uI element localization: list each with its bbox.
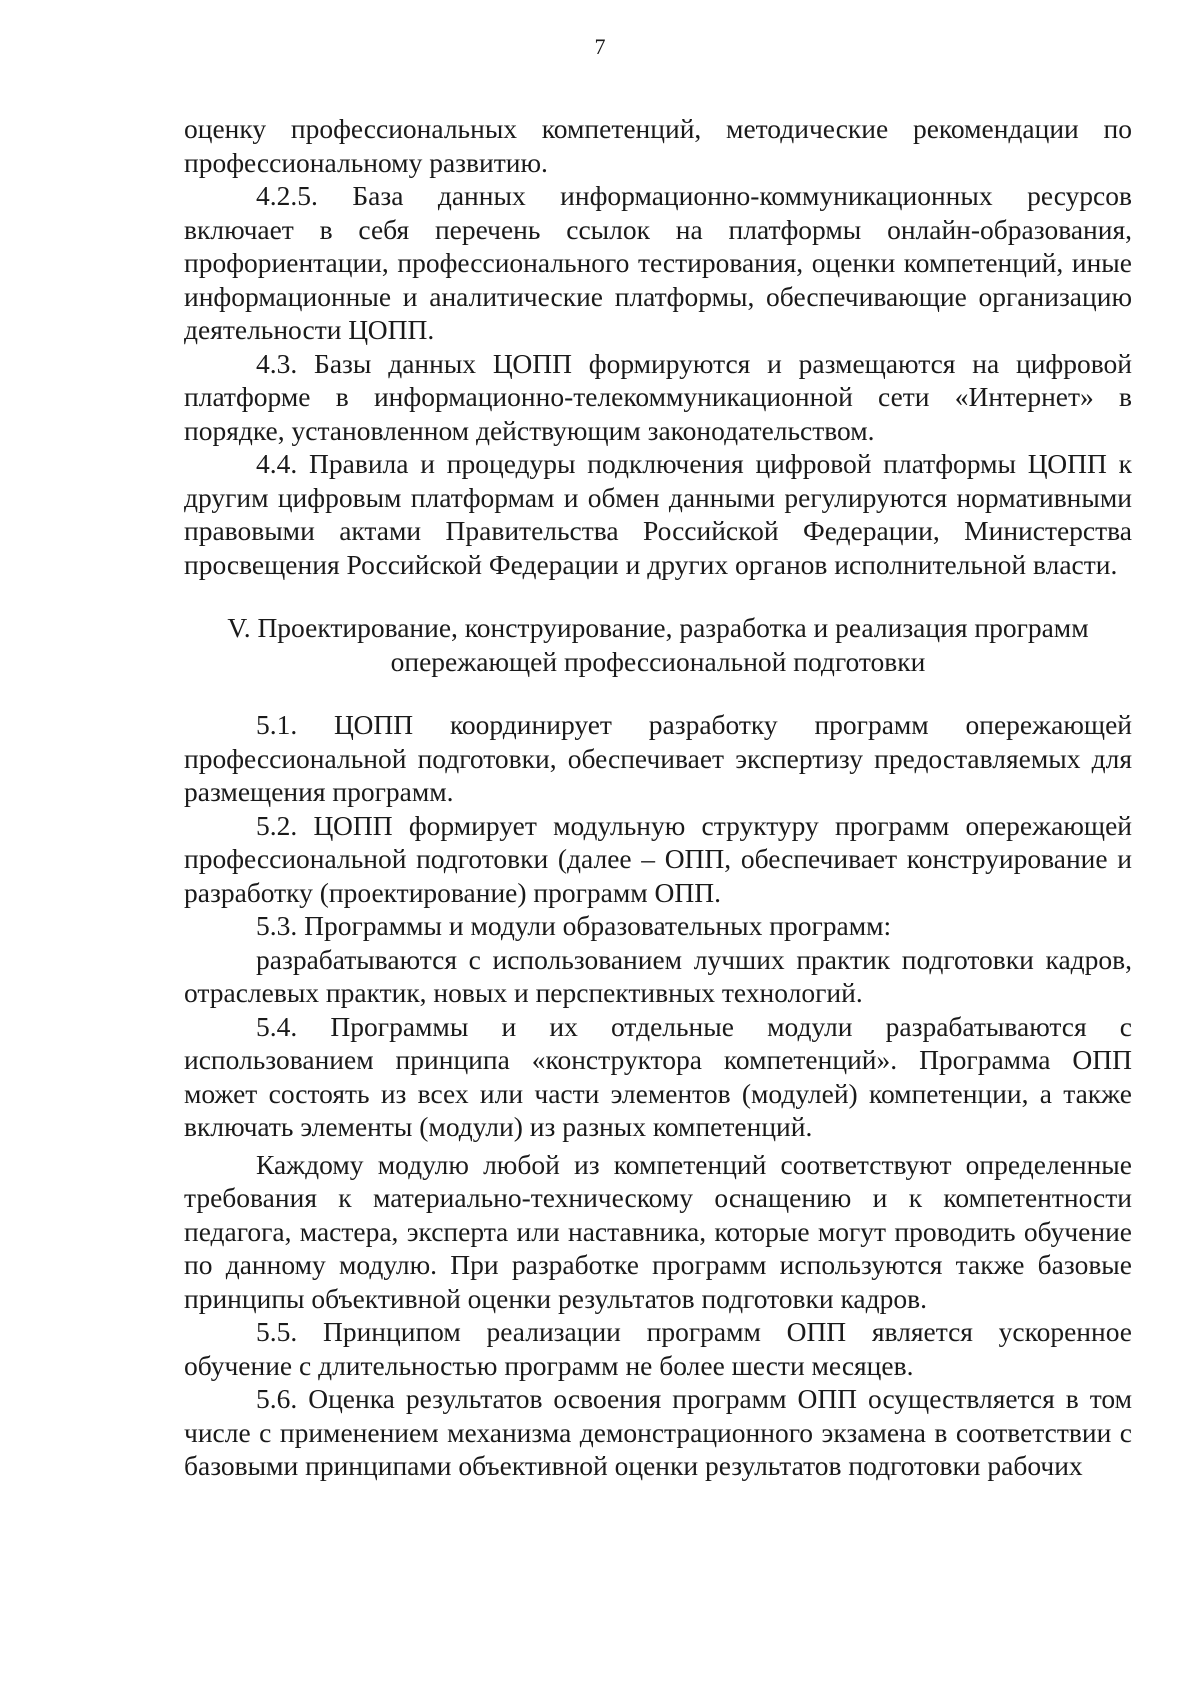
paragraph-5-1: 5.1. ЦОПП координирует разработку программ опережающей профессиональной подготовки, обеспечивает экспертизу предоставляемых для размещения программ.: [184, 709, 1132, 807]
paragraph-4-4: 4.4. Правила и процедуры подключения цифровой платформы ЦОПП к другим цифровым платформам и обмен данными регулируются нормативными правовыми актами Правительства Российской Федерации, Министерства просвещения Российской Федерации и других органов исполнительной власти.: [184, 448, 1132, 580]
page-number: 7: [594, 34, 606, 59]
paragraph-5-3-item: разрабатываются с использованием лучших практик подготовки кадров, отраслевых практик, новых и перспективных технологий.: [184, 943, 1132, 1008]
paragraph-5-3: 5.3. Программы и модули образовательных программ:: [256, 910, 892, 941]
paragraph-modules: Каждому модулю любой из компетенций соответствуют определенные требования к материально-техническому оснащению и к компетентности педагога, мастера, эксперта или наставника, которые могут проводить обучение по данному модулю. При разработке программ используются также базовые принципы объективной оценки результатов подготовки кадров.: [184, 1148, 1132, 1314]
paragraph-4-2-5: 4.2.5. База данных информационно-коммуникационных ресурсов включает в себя перечень ссылок на платформы онлайн-образования, профориентации, профессионального тестирования, оценки компетенций, иные информационные и аналитические платформы, обеспечивающие организацию деятельности ЦОПП.: [184, 180, 1132, 345]
paragraph-continuation: оценку профессиональных компетенций, методические рекомендации по профессиональному развитию.: [184, 113, 1132, 178]
section-heading: [184, 611, 1132, 678]
section-heading-line-2: опережающей профессиональной подготовки: [390, 645, 926, 677]
paragraph-5-5: 5.5. Принципом реализации программ ОПП является ускоренное обучение с длительностью программ не более шести месяцев.: [184, 1316, 1132, 1381]
paragraph-5-2: 5.2. ЦОПП формирует модульную структуру программ опережающей профессиональной подготовки (далее – ОПП, обеспечивает конструирование и разработку (проектирование) программ ОПП.: [184, 809, 1132, 908]
section-heading-line-1: V. Проектирование, конструирование, разработка и реализация программ: [227, 612, 1089, 643]
paragraph-4-3: 4.3. Базы данных ЦОПП формируются и размещаются на цифровой платформе в информационно-телекоммуникационной сети «Интернет» в порядке, установленном действующим законодательством.: [184, 347, 1132, 446]
paragraph-5-4: 5.4. Программы и их отдельные модули разрабатываются с использованием принципа «конструктора компетенций». Программа ОПП может состоять из всех или части элементов (модулей) компетенции, а также включать элементы (модули) из разных компетенций.: [184, 1010, 1132, 1142]
document-body: [184, 112, 1132, 1483]
paragraph-5-6: 5.6. Оценка результатов освоения программ ОПП осуществляется в том числе с применением механизма демонстрационного экзамена в соответствии с базовыми принципами объективной оценки результатов подготовки рабочих: [184, 1383, 1132, 1481]
